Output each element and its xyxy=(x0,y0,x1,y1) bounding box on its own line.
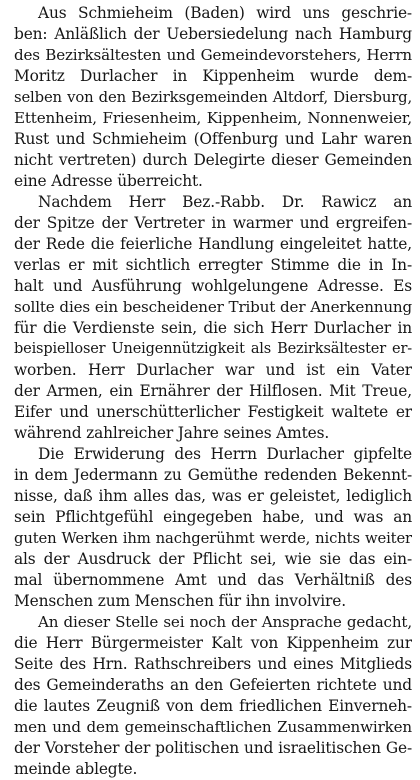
text-line: worben. Herr Durlacher war und ist ein Vater xyxy=(14,361,412,379)
text-line: Rust und Schmieheim (Offenburg und Lahr waren xyxy=(14,130,412,148)
paragraph-2 xyxy=(14,192,412,444)
paragraph-1 xyxy=(14,3,412,192)
text-line: der Vorsteher der politischen und israelitischen Ge- xyxy=(14,739,412,757)
text-line: Moritz Durlacher in Kippenheim wurde dem- xyxy=(14,67,412,85)
text-line: in dem Jedermann zu Gemüthe redenden Bekennt- xyxy=(14,466,412,484)
text-line: nicht vertreten) durch Delegirte dieser Gemeinden xyxy=(14,151,412,169)
text-line: meinde ablegte. xyxy=(14,760,138,778)
text-line: Die Erwiderung des Herrn Durlacher gipfelte xyxy=(38,445,412,463)
text-line: Aus Schmieheim (Baden) wird uns geschrie- xyxy=(38,4,412,22)
text-line: als der Ausdruck der Pflicht sei, wie sie das ein- xyxy=(14,550,412,568)
text-line: eine Adresse überreicht. xyxy=(14,172,203,190)
text-line: der Rede die feierliche Handlung eingeleitet hatte, xyxy=(14,235,412,253)
text-line: des Gemeinderaths an den Gefeierten richtete und xyxy=(14,676,412,694)
text-line: men und dem gemeinschaftlichen Zusammenwirken xyxy=(14,718,412,736)
text-line: der Spitze der Vertreter in warmer und ergreifen- xyxy=(14,214,412,232)
text-line: die lautes Zeugniß von dem friedlichen Einverneh- xyxy=(14,697,412,715)
text-line: ben: Anläßlich der Uebersiedelung nach Hamburg xyxy=(14,25,412,43)
text-line: Nachdem Herr Bez.-Rabb. Dr. Rawicz an xyxy=(38,193,412,211)
text-line: sollte dies ein bescheidener Tribut der Anerkennung xyxy=(14,298,412,316)
text-line: nisse, daß ihm alles das, was er geleistet, lediglich xyxy=(14,487,412,505)
text-line: beispielloser Uneigennützigkeit als Bezirksältester er- xyxy=(14,341,412,357)
text-line: Seite des Hrn. Rathschreibers und eines Mitglieds xyxy=(14,655,412,673)
text-line: des Bezirksältesten und Gemeindevorstehers, Herrn xyxy=(14,46,412,64)
text-line: sein Pflichtgefühl eingegeben habe, und was an xyxy=(14,508,412,526)
text-line: Eifer und unerschütterlicher Festigkeit waltete er xyxy=(14,403,412,421)
text-line: Ettenheim, Friesenheim, Kippenheim, Nonnenweier, xyxy=(14,109,412,127)
text-line: An dieser Stelle sei noch der Ansprache gedacht, xyxy=(38,613,412,631)
news-article xyxy=(14,3,412,780)
text-line: Menschen zum Menschen für ihn involvire. xyxy=(14,592,346,610)
text-line: die Herr Bürgermeister Kalt von Kippenheim zur xyxy=(14,634,412,652)
text-line: während zahlreicher Jahre seines Amtes. xyxy=(14,424,330,442)
text-line: selben von den Bezirksgemeinden Altdorf, Diersburg, xyxy=(14,89,412,106)
paragraph-4 xyxy=(14,612,412,780)
text-line: der Armen, ein Ernährer der Hilflosen. Mit Treue, xyxy=(14,382,412,400)
text-line: guten Werken ihm nachgerühmt werde, nichts weiter xyxy=(14,530,412,547)
paragraph-3 xyxy=(14,444,412,612)
text-line: verlas er mit sichtlich erregter Stimme die in In- xyxy=(14,256,412,274)
text-line: halt und Ausführung wohlgelungene Adresse. Es xyxy=(14,277,412,295)
text-line: mal übernommene Amt und das Verhältniß des xyxy=(14,571,412,589)
text-line: für die Verdienste sein, die sich Herr Durlacher in xyxy=(14,319,412,337)
